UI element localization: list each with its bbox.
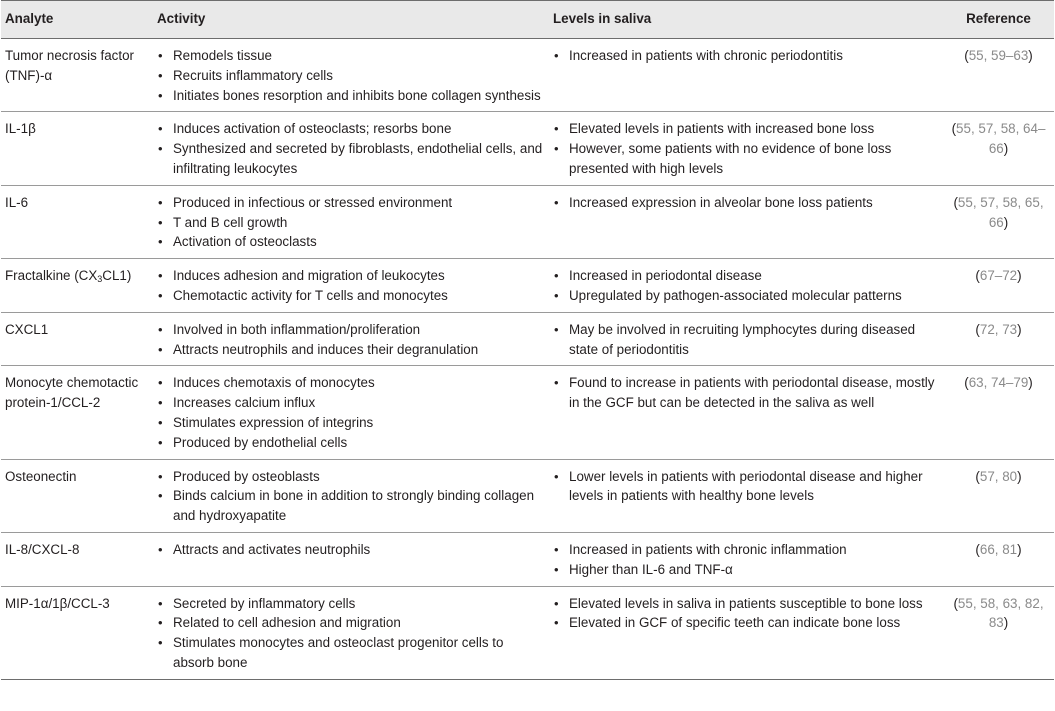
- reference-link[interactable]: 55, 57, 58, 64–66: [956, 121, 1046, 157]
- list-item: • However, some patients with no evidence of bone loss presented with high levels: [553, 139, 939, 179]
- activity-cell: [153, 312, 549, 366]
- reference-link[interactable]: 63, 74–79: [968, 375, 1029, 391]
- levels-cell: [549, 459, 943, 532]
- header-reference: Reference: [943, 1, 1054, 39]
- list-item: • Attracts neutrophils and induces their degranulation: [157, 340, 545, 360]
- reference-link[interactable]: 66, 81: [979, 541, 1018, 557]
- list-item: • Activation of osteoclasts: [157, 232, 545, 252]
- levels-cell: [549, 259, 943, 313]
- table-row: [1, 39, 1054, 112]
- header-analyte: Analyte: [1, 1, 153, 39]
- analyte-cell: IL-8/CXCL-8: [1, 532, 153, 586]
- table-row: [1, 366, 1054, 459]
- reference-cell: (55, 57, 58, 65, 66): [943, 185, 1054, 258]
- table-row: [1, 586, 1054, 679]
- reference-cell: (55, 59–63): [943, 39, 1054, 112]
- reference-link[interactable]: 55, 58, 63, 82, 83: [957, 595, 1044, 631]
- reference-link[interactable]: 55, 57, 58, 65, 66: [957, 194, 1044, 230]
- list-item: • Lower levels in patients with periodontal disease and higher levels in patients with healthy bone levels: [553, 467, 939, 507]
- list-item: • Increased in patients with chronic inflammation: [553, 540, 939, 560]
- list-item: • Increased in patients with chronic periodontitis: [553, 46, 939, 66]
- reference-link[interactable]: 57, 80: [979, 468, 1018, 484]
- activity-cell: [153, 586, 549, 679]
- header-levels: Levels in saliva: [549, 1, 943, 39]
- list-item: • Higher than IL-6 and TNF-α: [553, 560, 939, 580]
- list-item: • Initiates bones resorption and inhibits bone collagen synthesis: [157, 86, 545, 106]
- header-activity: Activity: [153, 1, 549, 39]
- list-item: • Elevated levels in saliva in patients susceptible to bone loss: [553, 594, 939, 614]
- list-item: • Stimulates monocytes and osteoclast progenitor cells to absorb bone: [157, 633, 545, 673]
- list-item: • Elevated levels in patients with increased bone loss: [553, 119, 939, 139]
- list-item: • Increased in periodontal disease: [553, 266, 939, 286]
- table-row: [1, 112, 1054, 185]
- reference-cell: (55, 57, 58, 64–66): [943, 112, 1054, 185]
- levels-cell: [549, 532, 943, 586]
- list-item: • Produced in infectious or stressed environment: [157, 193, 545, 213]
- reference-cell: (55, 58, 63, 82, 83): [943, 586, 1054, 679]
- list-item: • Synthesized and secreted by fibroblasts, endothelial cells, and infiltrating leukocytes: [157, 139, 545, 179]
- reference-link[interactable]: 55, 59–63: [968, 48, 1029, 63]
- table-row: [1, 312, 1054, 366]
- list-item: • Related to cell adhesion and migration: [157, 613, 545, 633]
- analyte-cell: Osteonectin: [1, 459, 153, 532]
- levels-cell: [549, 39, 943, 112]
- header-row: [1, 1, 1054, 39]
- reference-cell: (67–72): [943, 259, 1054, 313]
- levels-cell: [549, 586, 943, 679]
- analyte-cell: Fractalkine $(CX_3CL1)$: [1, 259, 153, 313]
- list-item: • Chemotactic activity for T cells and monocytes: [157, 286, 545, 306]
- list-item: • Found to increase in patients with periodontal disease, mostly in the GCF but can be detected in the saliva as well: [553, 373, 939, 413]
- list-item: • Elevated in GCF of specific teeth can indicate bone loss: [553, 613, 939, 633]
- analyte-cell: MIP-1α/1β/CCL-3: [1, 586, 153, 679]
- list-item: • Induces adhesion and migration of leukocytes: [157, 266, 545, 286]
- list-item: • Upregulated by pathogen-associated molecular patterns: [553, 286, 939, 306]
- activity-cell: [153, 112, 549, 185]
- list-item: • Remodels tissue: [157, 46, 545, 66]
- list-item: • Stimulates expression of integrins: [157, 413, 545, 433]
- list-item: • Secreted by inflammatory cells: [157, 594, 545, 614]
- list-item: • May be involved in recruiting lymphocytes during diseased state of periodontitis: [553, 320, 939, 360]
- analyte-cell: IL-6: [1, 185, 153, 258]
- reference-link[interactable]: 67–72: [979, 268, 1018, 284]
- levels-cell: [549, 112, 943, 185]
- list-item: • Increases calcium influx: [157, 393, 545, 413]
- table-row: [1, 532, 1054, 586]
- list-item: • Binds calcium in bone in addition to strongly binding collagen and hydroxyapatite: [157, 486, 545, 526]
- activity-cell: [153, 366, 549, 459]
- list-item: • Induces activation of osteoclasts; resorbs bone: [157, 119, 545, 139]
- levels-cell: [549, 366, 943, 459]
- activity-cell: [153, 185, 549, 258]
- activity-cell: [153, 532, 549, 586]
- reference-link[interactable]: 72, 73: [979, 321, 1018, 337]
- activity-cell: [153, 259, 549, 313]
- analyte-cell: Tumor necrosis factor (TNF)-α: [1, 39, 153, 112]
- reference-cell: (72, 73): [943, 312, 1054, 366]
- list-item: • Produced by osteoblasts: [157, 467, 545, 487]
- list-item: • Increased expression in alveolar bone loss patients: [553, 193, 939, 213]
- list-item: • Recruits inflammatory cells: [157, 66, 545, 86]
- table-row: [1, 259, 1054, 313]
- analyte-cell: Monocyte chemotactic protein-1/CCL-2: [1, 366, 153, 459]
- activity-cell: [153, 459, 549, 532]
- analyte-cell: CXCL1: [1, 312, 153, 366]
- levels-cell: [549, 312, 943, 366]
- reference-cell: (63, 74–79): [943, 366, 1054, 459]
- list-item: • Attracts and activates neutrophils: [157, 540, 545, 560]
- list-item: • Induces chemotaxis of monocytes: [157, 373, 545, 393]
- table-row: [1, 185, 1054, 258]
- reference-cell: (57, 80): [943, 459, 1054, 532]
- list-item: • T and B cell growth: [157, 213, 545, 233]
- list-item: • Involved in both inflammation/proliferation: [157, 320, 545, 340]
- list-item: • Produced by endothelial cells: [157, 433, 545, 453]
- analyte-table: [1, 0, 1054, 680]
- analyte-cell: IL-1β: [1, 112, 153, 185]
- reference-cell: (66, 81): [943, 532, 1054, 586]
- levels-cell: [549, 185, 943, 258]
- table-row: [1, 459, 1054, 532]
- activity-cell: [153, 39, 549, 112]
